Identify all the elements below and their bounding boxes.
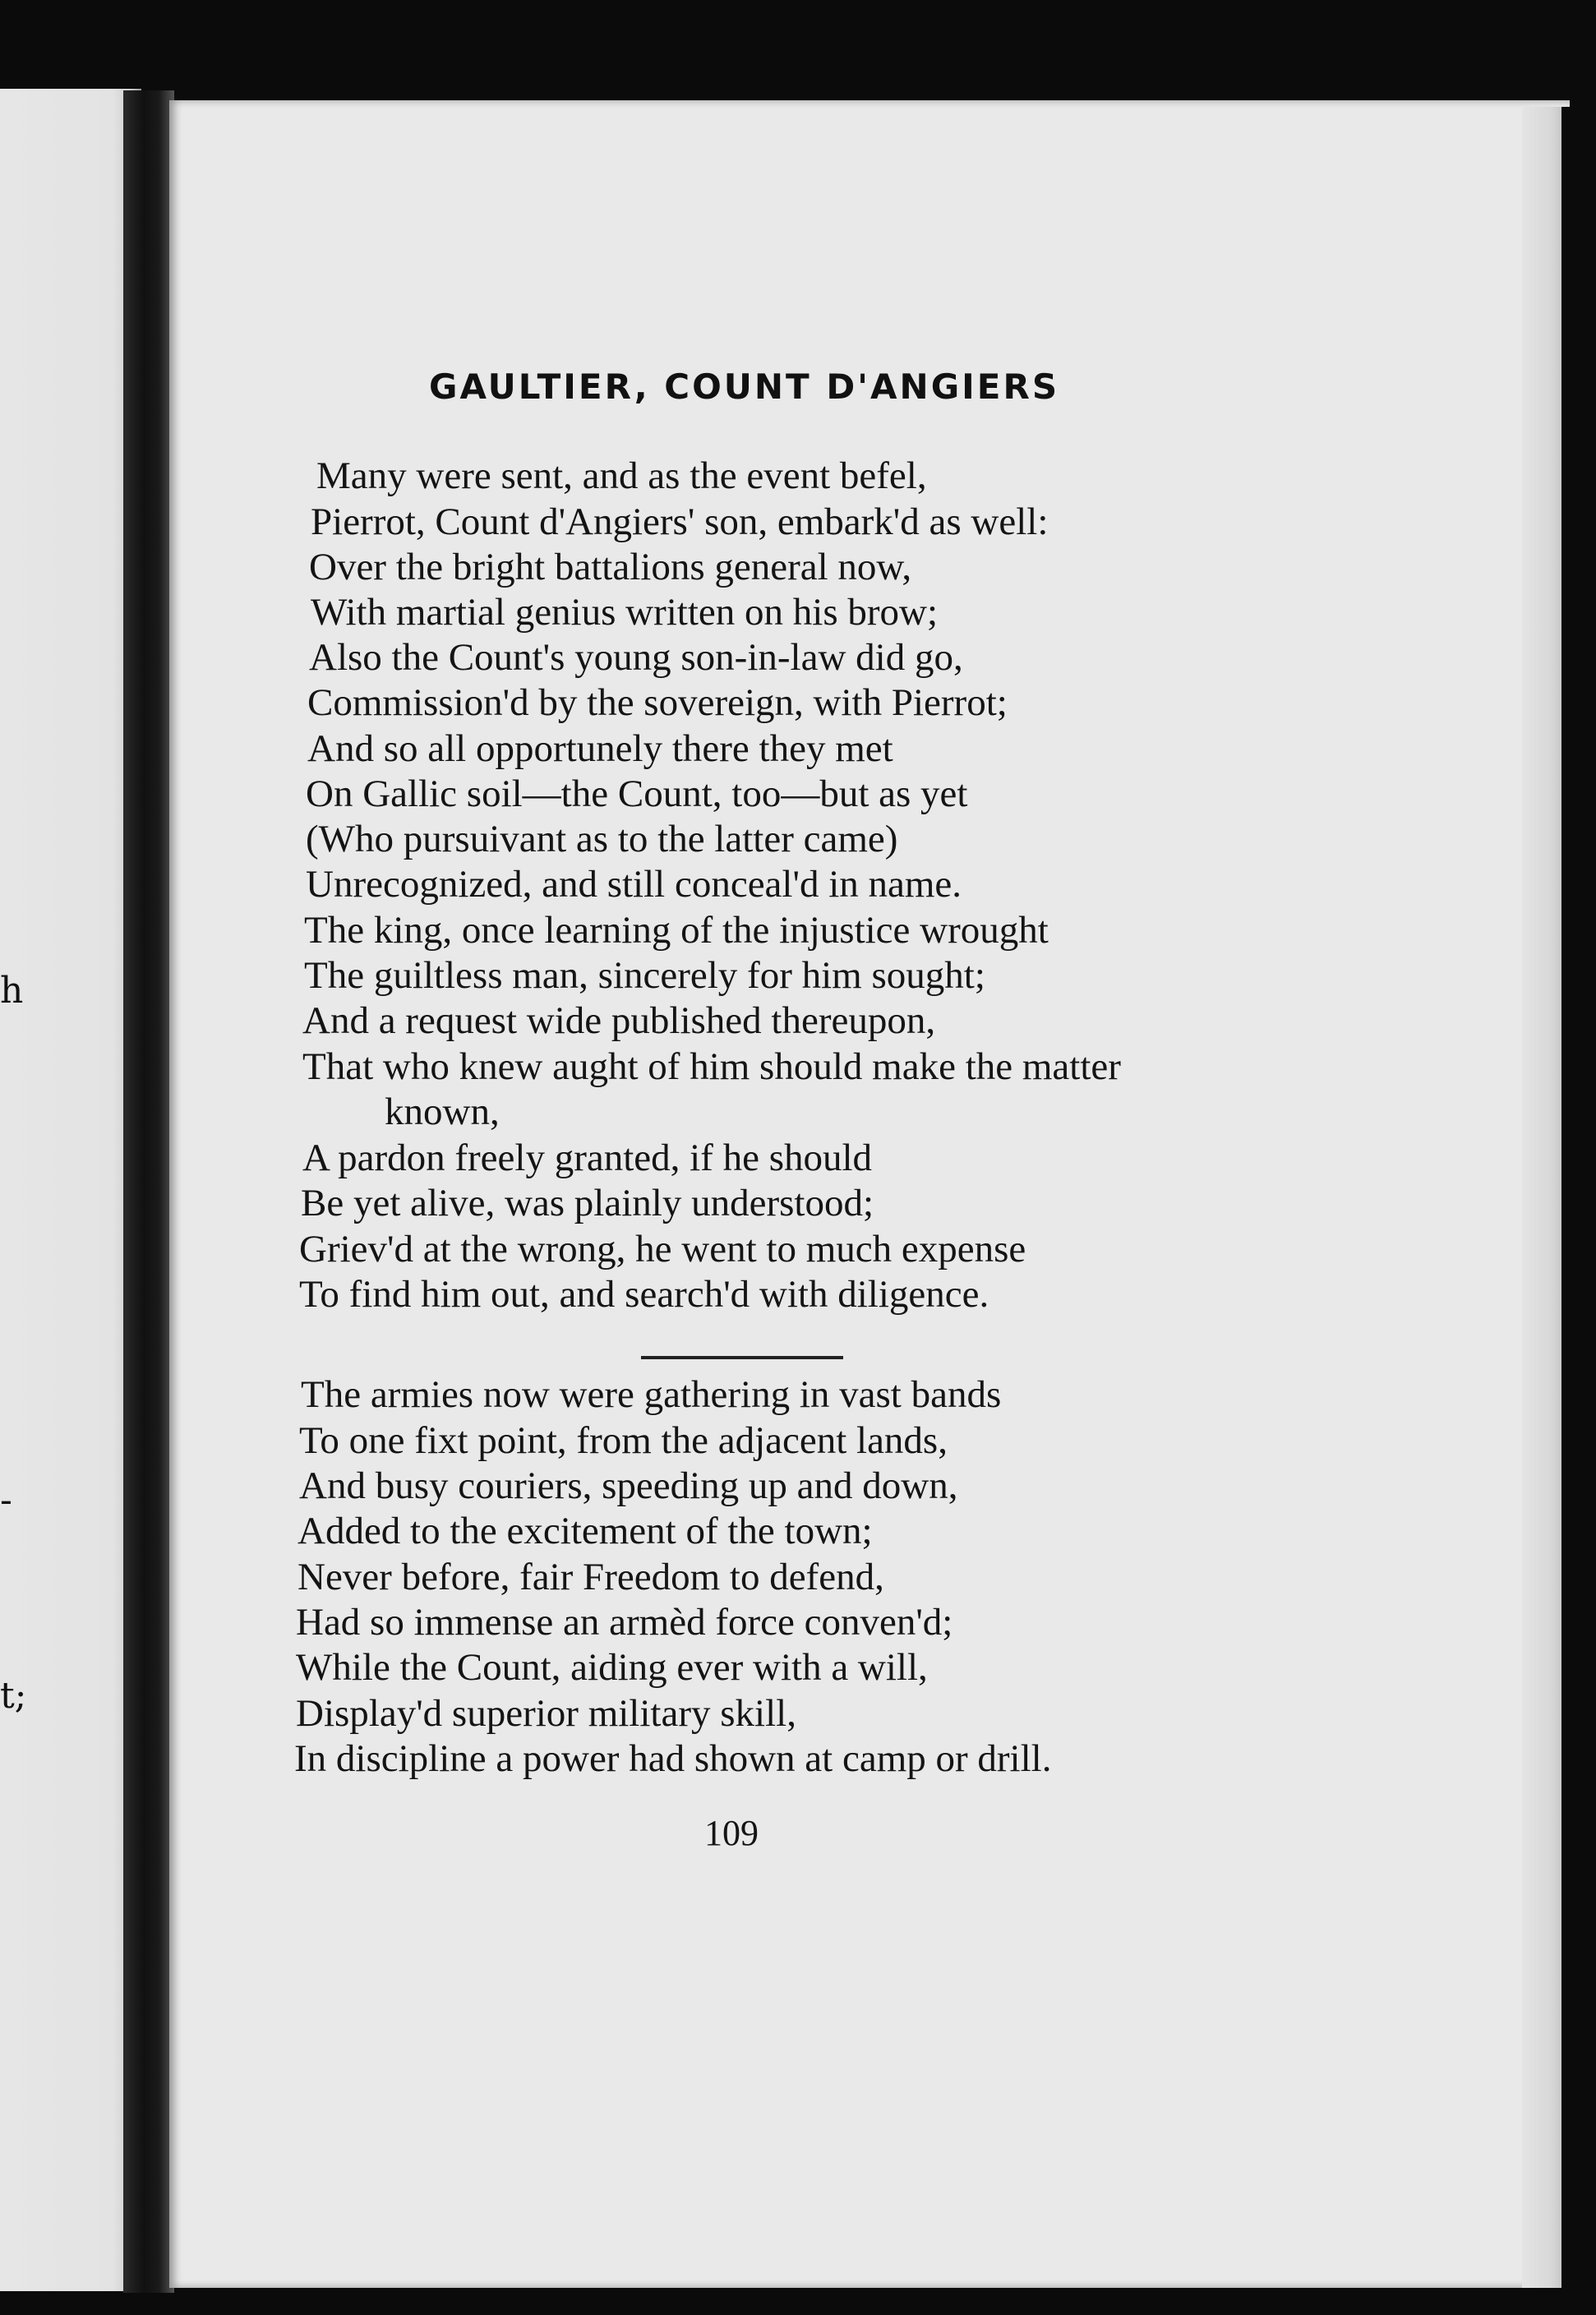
verse-line: And so all opportunely there they met (307, 727, 893, 770)
verse-line: In discipline a power had shown at camp or drill. (294, 1737, 1052, 1780)
verse-line: Had so immense an armèd force conven'd; (296, 1601, 953, 1644)
verse-line: The king, once learning of the injustice wrought (304, 909, 1049, 952)
verse-line: known, (385, 1091, 500, 1133)
verse-line: Be yet alive, was plainly understood; (301, 1182, 874, 1224)
verse-line: Many were sent, and as the event befel, (316, 454, 927, 497)
verse-line: Added to the excitement of the town; (298, 1510, 873, 1552)
verse-line: Display'd superior military skill, (296, 1692, 796, 1735)
verse-line: Over the bright battalions general now, (309, 546, 912, 588)
verse-line: Griev'd at the wrong, he went to much expense (299, 1228, 1026, 1270)
left-page-fragment: - (0, 1479, 12, 1521)
left-page-edge (0, 89, 141, 2291)
verse-line: That who knew aught of him should make the matter (302, 1045, 1121, 1088)
verse-line: The guiltless man, sincerely for him sought; (304, 954, 985, 997)
verse-line: Also the Count's young son-in-law did go, (309, 636, 963, 679)
verse-line: Commission'd by the sovereign, with Pierrot; (307, 681, 1008, 724)
verse-line: With martial genius written on his brow; (311, 591, 939, 634)
verse-line: To one fixt point, from the adjacent lands, (299, 1419, 948, 1462)
verse-line: Pierrot, Count d'Angiers' son, embark'd as well: (311, 500, 1049, 543)
verse-line: A pardon freely granted, if he should (302, 1137, 873, 1179)
left-page-fragment: t; (0, 1675, 27, 1717)
section-divider (641, 1356, 843, 1359)
verse-line: To find him out, and search'd with diligence. (299, 1273, 989, 1316)
verse-line: And busy couriers, speeding up and down, (299, 1464, 958, 1507)
running-title: GAULTIER, COUNT D'ANGIERS (429, 367, 1060, 407)
verse-line: The armies now were gathering in vast bands (301, 1373, 1002, 1416)
verse-line: While the Count, aiding ever with a will, (296, 1646, 928, 1689)
page-number: 109 (704, 1813, 759, 1853)
verse-line: Never before, fair Freedom to defend, (298, 1556, 884, 1598)
left-page-fragment: h (0, 970, 24, 1012)
verse-line: Unrecognized, and still conceal'd in name. (306, 863, 962, 906)
verse-line: On Gallic soil—the Count, too—but as yet (306, 772, 968, 815)
verse-line: (Who pursuivant as to the latter came) (306, 818, 898, 860)
scan-border (1561, 107, 1596, 2293)
verse-line: And a request wide published thereupon, (302, 999, 936, 1042)
book-gutter (123, 90, 174, 2293)
